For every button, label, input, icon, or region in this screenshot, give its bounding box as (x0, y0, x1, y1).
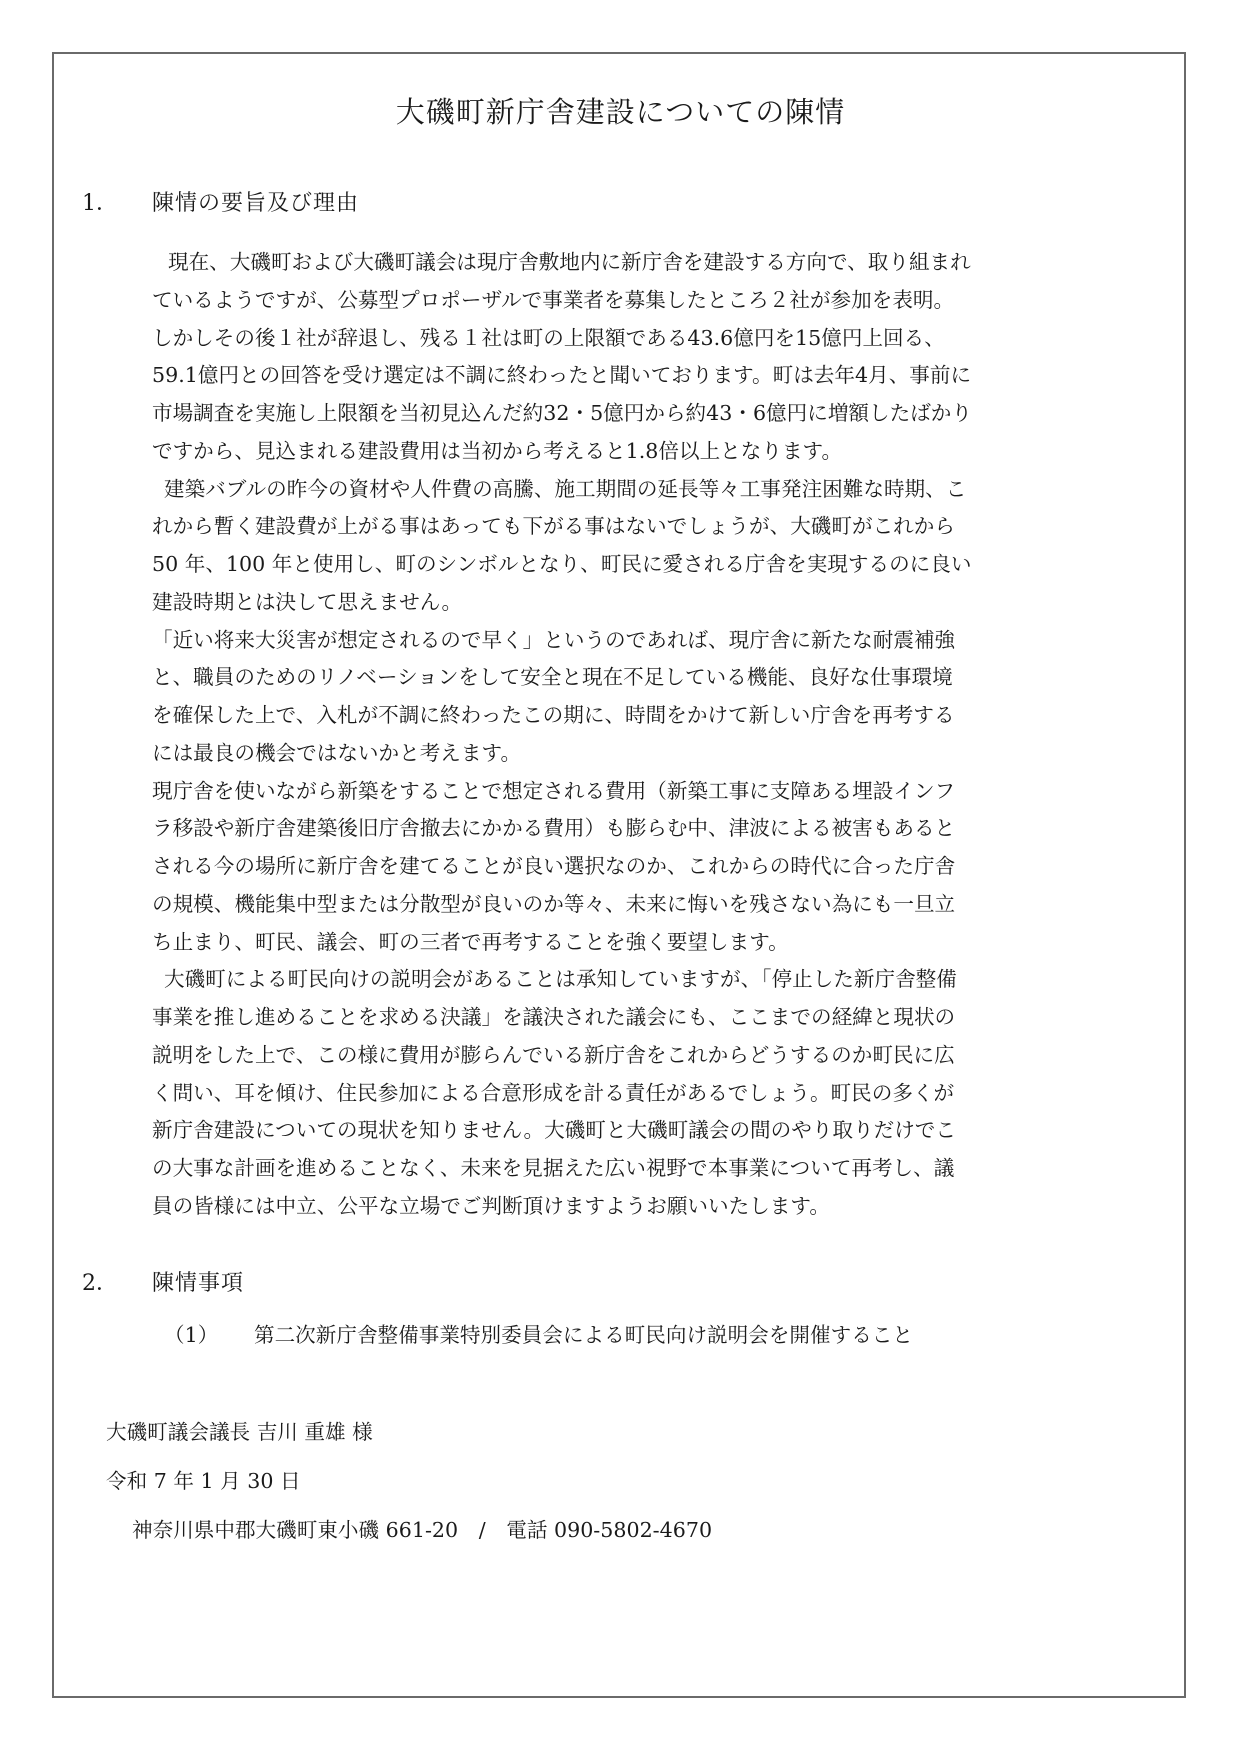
petition-item-text: 第二次新庁舎整備事業特別委員会による町民向け説明会を開催すること (254, 1323, 913, 1347)
body-line: 事業を推し進めることを求める決議」を議決された議会にも、ここまでの経緯と現状の (152, 1005, 956, 1029)
body-line: 市場調査を実施し上限額を当初見込んだ約32・5億円から約43・6億円に増額したばかり (152, 401, 972, 425)
body-line: 現在、大磯町および大磯町議会は現庁舎敷地内に新庁舎を建設する方向で、取り組まれ (168, 250, 971, 274)
body-line: 大磯町による町民向けの説明会があることは承知していますが、「停止した新庁舎整備 (164, 967, 957, 992)
body-line: される今の場所に新庁舎を建てることが良い選択なのか、これからの時代に合った庁舎 (152, 854, 956, 878)
section1-body (152, 244, 1140, 1226)
body-line: ているようですが、公募型プロポーザルで事業者を募集したところ２社が参加を表明。 (152, 287, 955, 312)
contact-info: 神奈川県中郡大磯町東小磯 661-20 / 電話 090-5802-4670 (132, 1518, 713, 1542)
body-line: ラ移設や新庁舎建築後旧庁舎撤去にかかる費用）も膨らむ中、津波による被害もあると (152, 816, 956, 841)
date: 令和 7 年 1 月 30 日 (106, 1469, 301, 1493)
body-line: を確保した上で、入札が不調に終わったこの期に、時間をかけて新しい庁舎を再考する (152, 703, 955, 727)
body-line: ち止まり、町民、議会、町の三者で再考することを強く要望します。 (152, 929, 789, 954)
section1-number: 1． (82, 191, 118, 216)
section1-heading: 陳情の要旨及び理由 (152, 191, 360, 216)
body-line: 建築バブルの昨今の資材や人件費の高騰、施工期間の延長等々工事発注困難な時期、こ (164, 476, 967, 501)
body-line: 建設時期とは決して思えません。 (152, 589, 463, 614)
body-line: 現庁舎を使いながら新築をすることで想定される費用（新築工事に支障ある埋設インフ (152, 778, 956, 803)
body-line: しかしその後１社が辞退し、残る１社は町の上限額である43.6億円を15億円上回る、 (152, 325, 945, 350)
addressee: 大磯町議会議長 吉川 重雄 様 (106, 1420, 373, 1444)
body-line: ですから、見込まれる建設費用は当初から考えると1.8倍以上となります。 (152, 438, 843, 463)
body-line: と、職員のためのリノベーションをして安全と現在不足している機能、良好な仕事環境 (152, 665, 953, 690)
body-line: の大事な計画を進めることなく、未来を見据えた広い視野で本事業について再考し、議 (152, 1156, 955, 1180)
section2-heading: 陳情事項 (152, 1271, 245, 1296)
body-line: 新庁舎建設についての現状を知りません。大磯町と大磯町議会の間のやり取りだけでこ (152, 1118, 956, 1143)
body-line: く問い、耳を傾け、住民参加による合意形成を計る責任があるでしょう。町民の多くが (152, 1080, 955, 1105)
body-line: 50 年、100 年と使用し、町のシンボルとなり、町民に愛される庁舎を実現するのに良い (152, 552, 972, 576)
body-line: 「近い将来大災害が想定されるので早く」というのであれば、現庁舎に新たな耐震補強 (152, 627, 956, 652)
petition-item (164, 1319, 913, 1351)
body-line: の規模、機能集中型または分散型が良いのか等々、未来に悔いを残さない為にも一旦立 (152, 891, 956, 916)
document-title: 大磯町新庁舎建設についての陳情 (395, 95, 846, 129)
body-line: 説明をした上で、この様に費用が膨らんでいる新庁舎をこれからどうするのか町民に広 (152, 1042, 955, 1067)
petition-item-number: （1） (164, 1323, 219, 1347)
body-line: には最良の機会ではないかと考えます。 (152, 740, 522, 765)
section2-number: 2． (82, 1271, 118, 1296)
body-line: 59.1億円との回答を受け選定は不調に終わったと聞いております。町は去年4月、事前に (152, 363, 972, 388)
body-line: れから暫く建設費が上がる事はあっても下がる事はないでしょうが、大磯町がこれから (152, 514, 955, 539)
body-line: 員の皆様には中立、公平な立場でご判断頂けますようお願いいたします。 (152, 1193, 830, 1218)
